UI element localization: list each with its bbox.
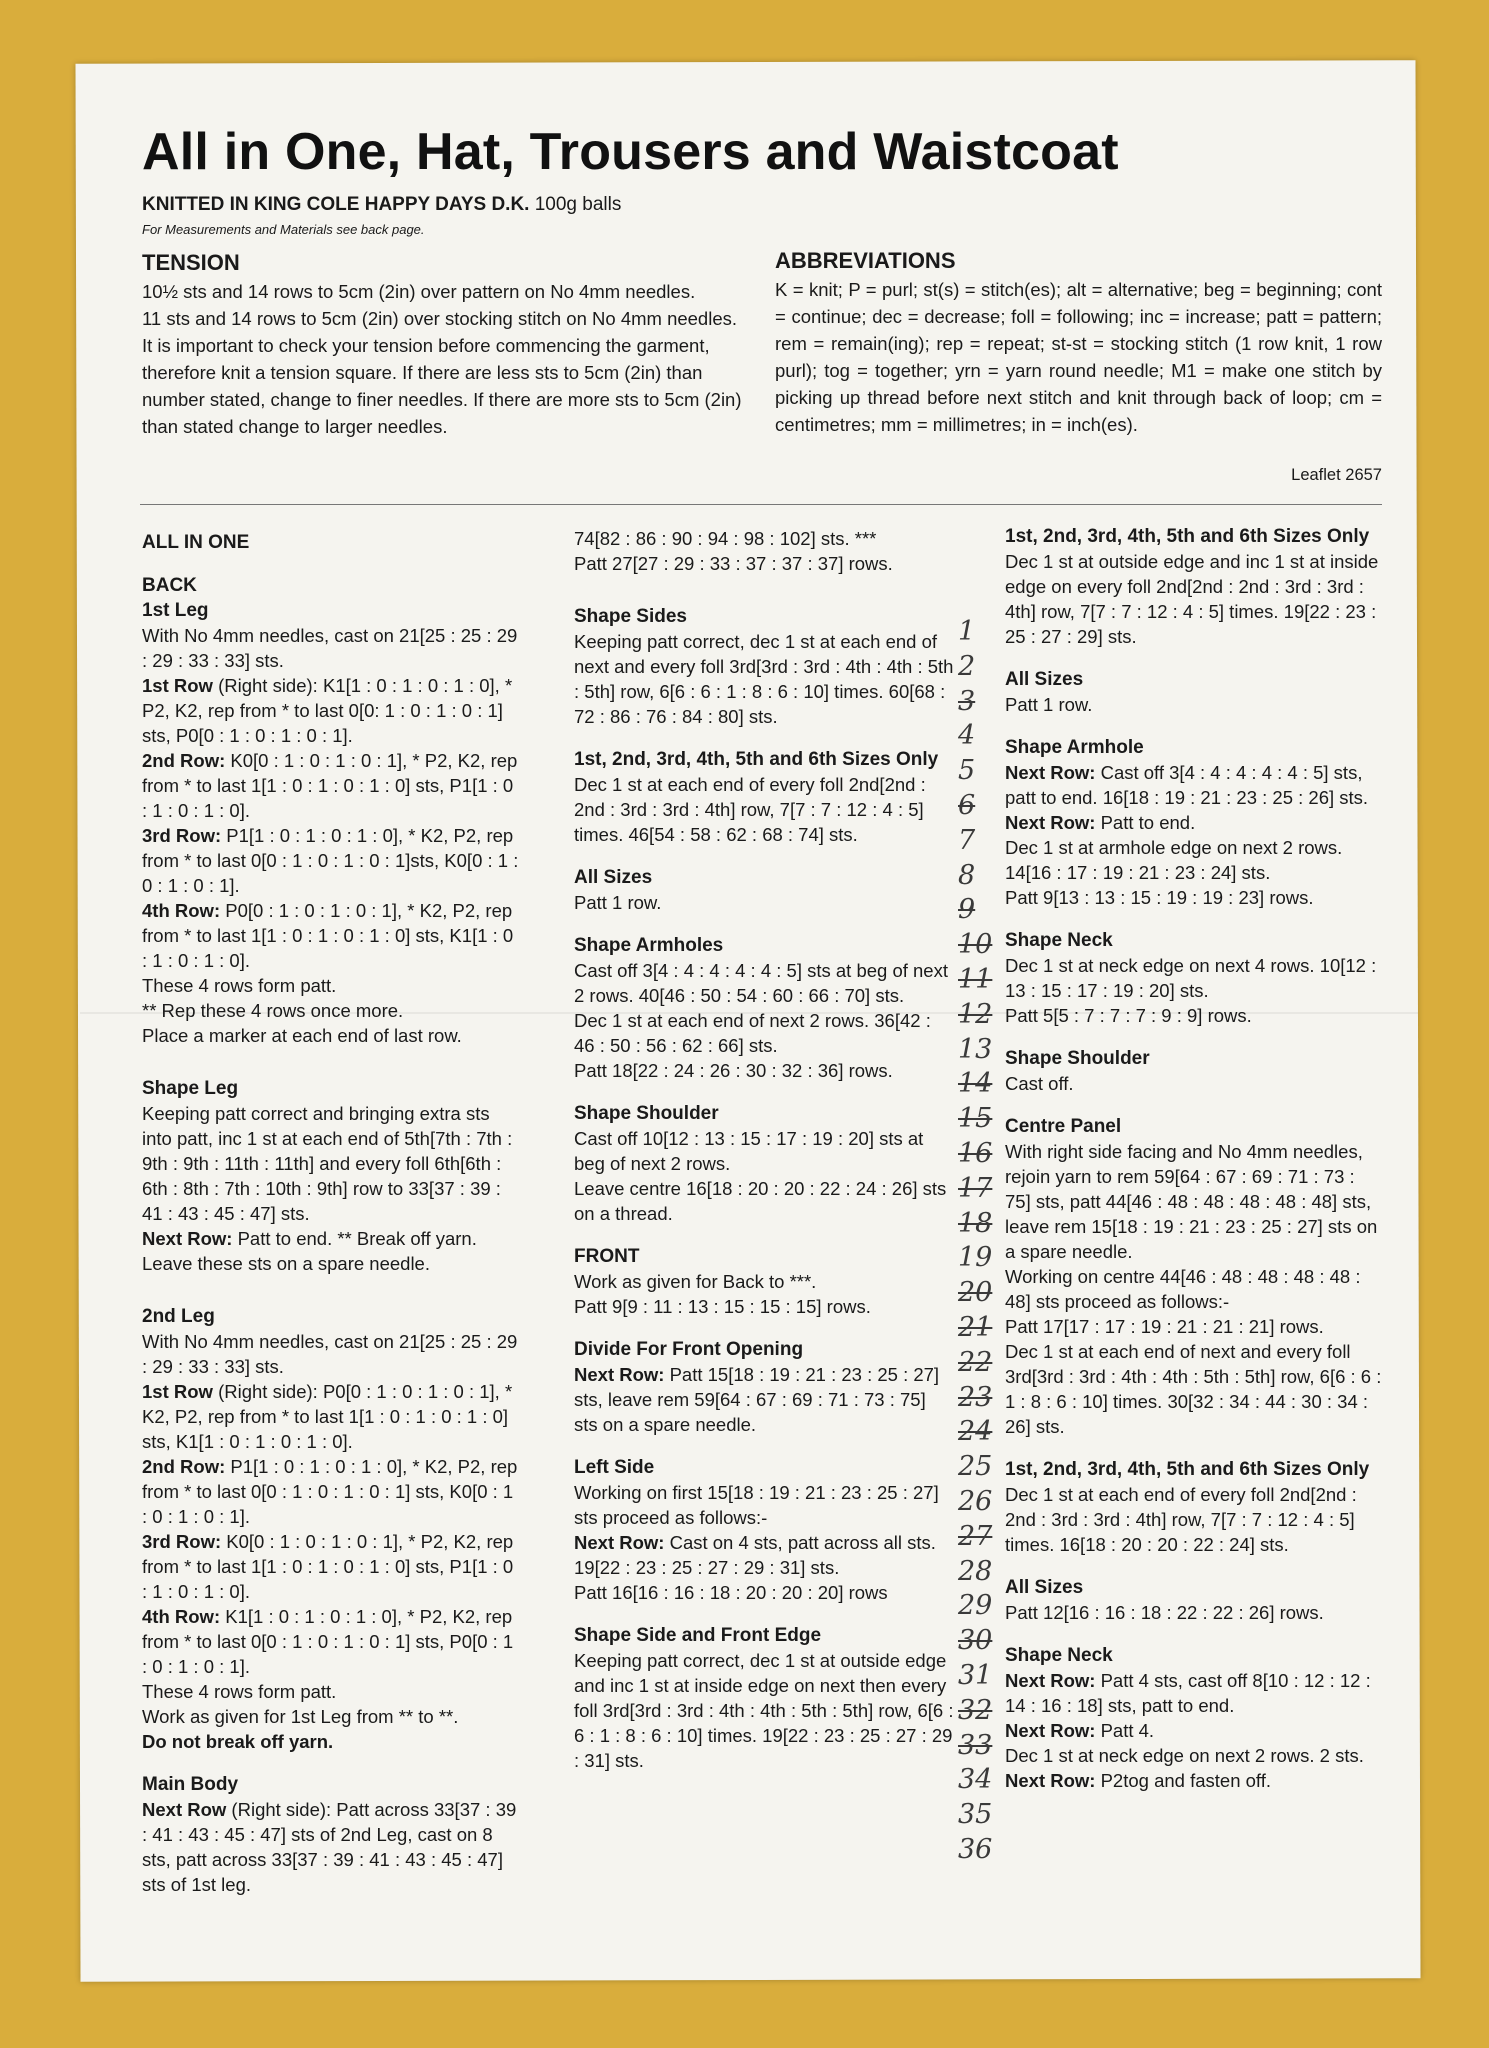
instruction: Keeping patt correct, dec 1 st at outside edge and inc 1 st at inside edge on next then every foll 3rd[3rd : 3rd : 4th : 4th : 5th : 5th] row, 6[6 : 6 : 1 : 8 : 6 : 10] times. 19[22 : 23 : 25 : 27 : 29 : 31] sts. [574, 1650, 954, 1771]
handwritten-number: 20 [958, 1277, 993, 1309]
handwritten-number: 15 [958, 1103, 993, 1135]
instruction-row [1005, 1718, 1385, 1743]
handwritten-number: 34 [958, 1764, 993, 1796]
heading-all-sizes: All Sizes [574, 867, 653, 888]
heading-shape-shoulder: Shape Shoulder [574, 1103, 719, 1124]
handwritten-number: 13 [958, 1033, 993, 1065]
instruction: Cast off. [1005, 1073, 1074, 1094]
row-label: 2nd Row: [142, 1456, 226, 1477]
handwritten-number: 19 [958, 1242, 993, 1274]
instruction-row [142, 898, 522, 973]
row-text: P1[1 : 0 : 1 : 0 : 1 : 0], * K2, P2, rep from * to last 0[0 : 1 : 0 : 1 : 0 : 1] sts, K0[0 : 1 : 0 : 1 : 0 : 1]. [142, 1456, 518, 1527]
handwritten-number: 26 [958, 1485, 993, 1517]
instruction-row [1005, 1668, 1385, 1718]
subtitle-yarn: KNITTED IN KING COLE HAPPY DAYS D.K. [142, 194, 530, 215]
row-text: P1[1 : 0 : 1 : 0 : 1 : 0], * K2, P2, rep from * to last 0[0 : 1 : 0 : 1 : 0 : 1]sts, K0[0 : 1 : 0 : 1 : 0 : 1]. [142, 825, 519, 896]
instruction: Patt 27[27 : 29 : 33 : 37 : 37 : 37] rows. [574, 553, 893, 574]
instruction: Patt 9[13 : 13 : 15 : 19 : 19 : 23] rows. [1005, 887, 1314, 908]
row-label: 1st Row [142, 1381, 213, 1402]
row-text: Patt 4. [1095, 1720, 1155, 1741]
instruction: These 4 rows form patt. [142, 975, 337, 996]
instruction: Dec 1 st at each end of next and every foll 3rd[3rd : 3rd : 4th : 4th : 5th : 5th] row, 6[6 : 6 : 1 : 8 : 6 : 10] times. 30[32 : 34 : 44 : 30 : 34 : 26] sts. [1005, 1341, 1382, 1437]
heading-all-in-one: ALL IN ONE [142, 532, 250, 553]
instruction: Working on first 15[18 : 19 : 21 : 23 : 25 : 27] sts proceed as follows:- [574, 1482, 939, 1528]
row-text: Cast off 3[4 : 4 : 4 : 4 : 4 : 5] sts, patt to end. 16[18 : 19 : 21 : 23 : 25 : 26] sts. [1005, 762, 1369, 808]
instruction: Cast off 10[12 : 13 : 15 : 17 : 19 : 20] sts at beg of next 2 rows. [574, 1128, 924, 1174]
row-label: 4th Row: [142, 900, 221, 921]
row-label: 1st Row [142, 675, 213, 696]
row-label: Next Row: [1005, 1770, 1096, 1791]
handwritten-number: 14 [958, 1068, 993, 1100]
handwritten-row-counter [958, 615, 1018, 1868]
handwritten-number: 35 [958, 1799, 993, 1831]
subtitle-balls: 100g balls [529, 194, 622, 215]
instruction: Work as given for 1st Leg from ** to **. [142, 1706, 459, 1727]
heading-shape-leg: Shape Leg [142, 1078, 239, 1099]
instruction-row [1005, 810, 1385, 835]
instruction-row [574, 1530, 954, 1580]
handwritten-number: 28 [958, 1555, 993, 1587]
handwritten-number: 10 [958, 929, 993, 961]
row-label: Next Row: [1005, 812, 1096, 833]
handwritten-number: 1 [958, 616, 976, 647]
instruction: Dec 1 st at neck edge on next 2 rows. 2 sts. [1005, 1745, 1364, 1766]
column-2 [574, 526, 954, 1773]
row-label: Next Row: [1005, 1670, 1096, 1691]
row-text: Patt to end. [1095, 812, 1196, 833]
tension-text-1: 10½ sts and 14 rows to 5cm (2in) over pattern on No 4mm needles. [142, 281, 696, 302]
heading-shape-sides: Shape Sides [574, 606, 687, 627]
handwritten-number: 12 [958, 998, 993, 1030]
heading-shape-neck: Shape Neck [1005, 930, 1113, 951]
heading-shape-neck-2: Shape Neck [1005, 1645, 1113, 1666]
instruction: Patt 9[9 : 11 : 13 : 15 : 15 : 15] rows. [574, 1296, 871, 1317]
row-text: (Right side): Patt across 33[37 : 39 : 41 : 43 : 45 : 47] sts of 2nd Leg, cast on 8 sts, patt across 33[37 : 39 : 41 : 43 : 45 : 47] sts of 1st leg. [142, 1799, 517, 1895]
instruction: Keeping patt correct and bringing extra sts into patt, inc 1 st at each end of 5th[7th : 7th : 9th : 9th : 11th : 11th] and every foll 6th[6th : 6th : 8th : 7th : 10th : 9th] row to 33[37 : 39 : 41 : 43 : 45 : 47] sts. [142, 1103, 513, 1224]
instruction-row [1005, 760, 1385, 810]
row-text: Patt 4 sts, cast off 8[10 : 12 : 12 : 14 : 16 : 18] sts, patt to end. [1005, 1670, 1371, 1716]
instruction-row [142, 673, 522, 748]
instruction: Leave centre 16[18 : 20 : 20 : 22 : 24 : 26] sts on a thread. [574, 1178, 947, 1224]
row-label: Next Row [142, 1799, 227, 1820]
instruction: 74[82 : 86 : 90 : 94 : 98 : 102] sts. *** [574, 528, 877, 549]
instruction: Dec 1 st at each end of next 2 rows. 36[42 : 46 : 50 : 56 : 62 : 66] sts. [574, 1010, 931, 1056]
instruction: Patt 18[22 : 24 : 26 : 30 : 32 : 36] rows. [574, 1060, 893, 1081]
instruction: Patt 12[16 : 16 : 18 : 22 : 22 : 26] rows. [1005, 1602, 1324, 1623]
handwritten-number: 31 [958, 1659, 993, 1691]
instruction: Work as given for Back to ***. [574, 1271, 817, 1292]
handwritten-number: 7 [958, 824, 976, 856]
handwritten-number: 3 [958, 685, 976, 717]
row-label: 3rd Row: [142, 825, 222, 846]
row-text: K1[1 : 0 : 1 : 0 : 1 : 0], * P2, K2, rep from * to last 0[0 : 1 : 0 : 1 : 0 : 1] sts, P0[0 : 1 : 0 : 1 : 0 : 1]. [142, 1606, 514, 1677]
heading-divide-front: Divide For Front Opening [574, 1339, 804, 1360]
instruction: Patt 1 row. [1005, 694, 1093, 715]
handwritten-number: 30 [958, 1625, 993, 1657]
row-label: 4th Row: [142, 1606, 221, 1627]
handwritten-number: 23 [958, 1381, 993, 1413]
handwritten-number: 21 [958, 1311, 993, 1343]
handwritten-number: 22 [958, 1346, 993, 1378]
heading-all-sizes-2: All Sizes [1005, 1577, 1084, 1598]
instruction-row [142, 1454, 522, 1529]
instruction: Keeping patt correct, dec 1 st at each end of next and every foll 3rd[3rd : 3rd : 4th : 4th : 5th : 5th] row, 6[6 : 6 : 1 : 8 : 6 : 10] times. 60[68 : 72 : 86 : 76 : 84 : 80] sts. [574, 631, 954, 727]
handwritten-number: 29 [958, 1590, 993, 1622]
row-label: Next Row: [1005, 762, 1096, 783]
handwritten-number: 27 [958, 1520, 993, 1552]
row-text: K0[0 : 1 : 0 : 1 : 0 : 1], * P2, K2, rep from * to last 1[1 : 0 : 1 : 0 : 1 : 0] sts, P1[1 : 0 : 1 : 0 : 1 : 0]. [142, 1531, 514, 1602]
row-label: 2nd Row: [142, 750, 226, 771]
instruction: Patt 1 row. [574, 892, 662, 913]
instruction: Dec 1 st at neck edge on next 4 rows. 10[12 : 13 : 15 : 17 : 19 : 20] sts. [1005, 955, 1377, 1001]
heading-centre-panel: Centre Panel [1005, 1116, 1122, 1137]
instruction: With right side facing and No 4mm needles, rejoin yarn to rem 59[64 : 67 : 69 : 71 : 73 : 75] sts, patt 44[46 : 48 : 48 : 48 : 48 : 48] sts, leave rem 15[18 : 19 : 21 : 23 : 25 : 27] sts on a spare needle. [1005, 1141, 1378, 1262]
heading-left-side: Left Side [574, 1457, 655, 1478]
subtitle [142, 194, 621, 216]
instruction: Place a marker at each end of last row. [142, 1025, 462, 1046]
row-text: (Right side): P0[0 : 1 : 0 : 1 : 0 : 1], * K2, P2, rep from * to last 1[1 : 0 : 1 : 0 : 1 : 0] sts, K1[1 : 0 : 1 : 0 : 1 : 0]. [142, 1381, 513, 1452]
handwritten-number: 9 [958, 894, 976, 926]
row-label: Next Row: [142, 1228, 233, 1249]
handwritten-number: 11 [958, 963, 993, 995]
abbreviations-section [775, 248, 1382, 438]
instruction: Dec 1 st at armhole edge on next 2 rows. 14[16 : 17 : 19 : 21 : 23 : 24] sts. [1005, 837, 1343, 883]
heading-shape-armholes: Shape Armholes [574, 935, 724, 956]
section-divider [140, 504, 1382, 505]
row-text: Patt 15[18 : 19 : 21 : 23 : 25 : 27] sts, leave rem 59[64 : 67 : 69 : 71 : 73 : 75] sts on a spare needle. [574, 1364, 940, 1435]
handwritten-number: 4 [958, 720, 976, 752]
tension-text-2: 11 sts and 14 rows to 5cm (2in) over stocking stitch on No 4mm needles. [142, 308, 738, 329]
handwritten-number: 8 [958, 859, 976, 891]
instruction: Leave these sts on a spare needle. [142, 1253, 430, 1274]
instruction-row [142, 823, 522, 898]
instruction-row [142, 748, 522, 823]
instruction: ** Rep these 4 rows once more. [142, 1000, 404, 1021]
handwritten-number: 5 [958, 755, 976, 787]
instruction: Cast off 3[4 : 4 : 4 : 4 : 4 : 5] sts at beg of next 2 rows. 40[46 : 50 : 54 : 60 : 66 : 70] sts. [574, 960, 948, 1006]
column-1 [142, 530, 522, 1897]
instruction: With No 4mm needles, cast on 21[25 : 25 : 29 : 29 : 33 : 33] sts. [142, 1331, 518, 1377]
heading-front: FRONT [574, 1246, 640, 1267]
instruction-row [142, 1529, 522, 1604]
tension-section [142, 250, 748, 440]
page-title: All in One, Hat, Trousers and Waistcoat [142, 123, 1119, 181]
handwritten-number: 25 [958, 1451, 993, 1483]
instruction-bold: Do not break off yarn. [142, 1731, 334, 1752]
handwritten-number: 16 [958, 1137, 993, 1169]
row-text: P0[0 : 1 : 0 : 1 : 0 : 1], * K2, P2, rep from * to last 1[1 : 0 : 1 : 0 : 1 : 0] sts, K1[1 : 0 : 1 : 0 : 1 : 0]. [142, 900, 514, 971]
subtitle-note: For Measurements and Materials see back page. [142, 222, 425, 237]
instruction: Working on centre 44[46 : 48 : 48 : 48 : 48 : 48] sts proceed as follows:- [1005, 1266, 1361, 1312]
heading-side-front-edge: Shape Side and Front Edge [574, 1625, 822, 1646]
tension-heading: TENSION [142, 250, 240, 275]
instruction: Patt 16[16 : 16 : 18 : 20 : 20 : 20] rows [574, 1582, 888, 1603]
heading-sizes-only: 1st, 2nd, 3rd, 4th, 5th and 6th Sizes Only [1005, 526, 1370, 547]
instruction-row [1005, 1768, 1385, 1793]
abbreviations-text: K = knit; P = purl; st(s) = stitch(es); alt = alternative; beg = beginning; cont = continue; dec = decrease; foll = following; inc = increase; patt = pattern; rem = remain(ing); rep = repeat; st-st = stocking stitch (1 row knit, 1 row purl); tog = together; yrn = yarn round needle; M1 = make one stitch by picking up thread before next stitch and knit through back of loop; cm = centimetres; mm = millimetres; in = inch(es). [775, 279, 1382, 435]
heading-shape-shoulder: Shape Shoulder [1005, 1048, 1150, 1069]
handwritten-number: 18 [958, 1207, 993, 1239]
row-label: Next Row: [1005, 1720, 1096, 1741]
heading-all-sizes: All Sizes [1005, 669, 1084, 690]
instruction: Dec 1 st at each end of every foll 2nd[2nd : 2nd : 3rd : 3rd : 4th] row, 7[7 : 7 : 12 : 4 : 5] times. 46[54 : 58 : 62 : 68 : 74] sts. [574, 774, 926, 845]
handwritten-number: 6 [958, 789, 976, 821]
instruction: Patt 5[5 : 7 : 7 : 7 : 9 : 9] rows. [1005, 1005, 1252, 1026]
instruction-row [142, 1226, 522, 1251]
row-text: Patt to end. ** Break off yarn. [232, 1228, 477, 1249]
tension-text-3: It is important to check your tension before commencing the garment, therefore knit a tension square. If there are less sts to 5cm (2in) than number stated, change to finer needles. If there are more sts to 5cm (2in) than stated change to larger needles. [142, 335, 742, 437]
handwritten-number: 17 [958, 1172, 993, 1204]
heading-1st-leg: 1st Leg [142, 600, 209, 621]
instruction: These 4 rows form patt. [142, 1681, 337, 1702]
row-text: (Right side): K1[1 : 0 : 1 : 0 : 1 : 0], * P2, K2, rep from * to last 0[0: 1 : 0 : 1 : 0 : 1] sts, P0[0 : 1 : 0 : 1 : 0 : 1]. [142, 675, 513, 746]
row-label: Next Row: [574, 1364, 665, 1385]
column-3 [1005, 524, 1385, 1793]
instruction: With No 4mm needles, cast on 21[25 : 25 : 29 : 29 : 33 : 33] sts. [142, 625, 518, 671]
handwritten-number: 36 [958, 1833, 993, 1865]
instruction-row [142, 1604, 522, 1679]
row-label: Next Row: [574, 1532, 665, 1553]
heading-shape-armhole: Shape Armhole [1005, 737, 1144, 758]
row-text: K0[0 : 1 : 0 : 1 : 0 : 1], * P2, K2, rep from * to last 1[1 : 0 : 1 : 0 : 1 : 0] sts, P1[1 : 0 : 1 : 0 : 1 : 0]. [142, 750, 518, 821]
instruction: Dec 1 st at outside edge and inc 1 st at inside edge on every foll 2nd[2nd : 2nd : 3rd : 3rd : 4th] row, 7[7 : 7 : 12 : 4 : 5] times. 19[22 : 23 : 25 : 27 : 29] sts. [1005, 551, 1379, 647]
heading-sizes-only-2: 1st, 2nd, 3rd, 4th, 5th and 6th Sizes Only [1005, 1459, 1370, 1480]
heading-back: BACK [142, 575, 197, 596]
heading-2nd-leg: 2nd Leg [142, 1306, 215, 1327]
handwritten-number: 33 [958, 1729, 993, 1761]
handwritten-number: 2 [958, 650, 976, 682]
row-text: Cast on 4 sts, patt across all sts. 19[22 : 23 : 25 : 27 : 29 : 31] sts. [574, 1532, 936, 1578]
heading-sizes-only: 1st, 2nd, 3rd, 4th, 5th and 6th Sizes Only [574, 749, 939, 770]
leaflet-number: Leaflet 2657 [1291, 466, 1382, 484]
instruction-row [142, 1379, 522, 1454]
handwritten-number: 24 [958, 1416, 993, 1448]
row-label: 3rd Row: [142, 1531, 222, 1552]
instruction-row [574, 1362, 954, 1437]
handwritten-number: 32 [958, 1694, 993, 1726]
instruction: Dec 1 st at each end of every foll 2nd[2nd : 2nd : 3rd : 3rd : 4th] row, 7[7 : 7 : 12 : 4 : 5] times. 16[18 : 20 : 20 : 22 : 24] sts. [1005, 1484, 1357, 1555]
heading-main-body: Main Body [142, 1774, 239, 1795]
instruction-row [142, 1797, 522, 1897]
row-text: P2tog and fasten off. [1095, 1770, 1271, 1791]
instruction: Patt 17[17 : 17 : 19 : 21 : 21 : 21] rows. [1005, 1316, 1324, 1337]
abbreviations-heading: ABBREVIATIONS [775, 248, 956, 273]
